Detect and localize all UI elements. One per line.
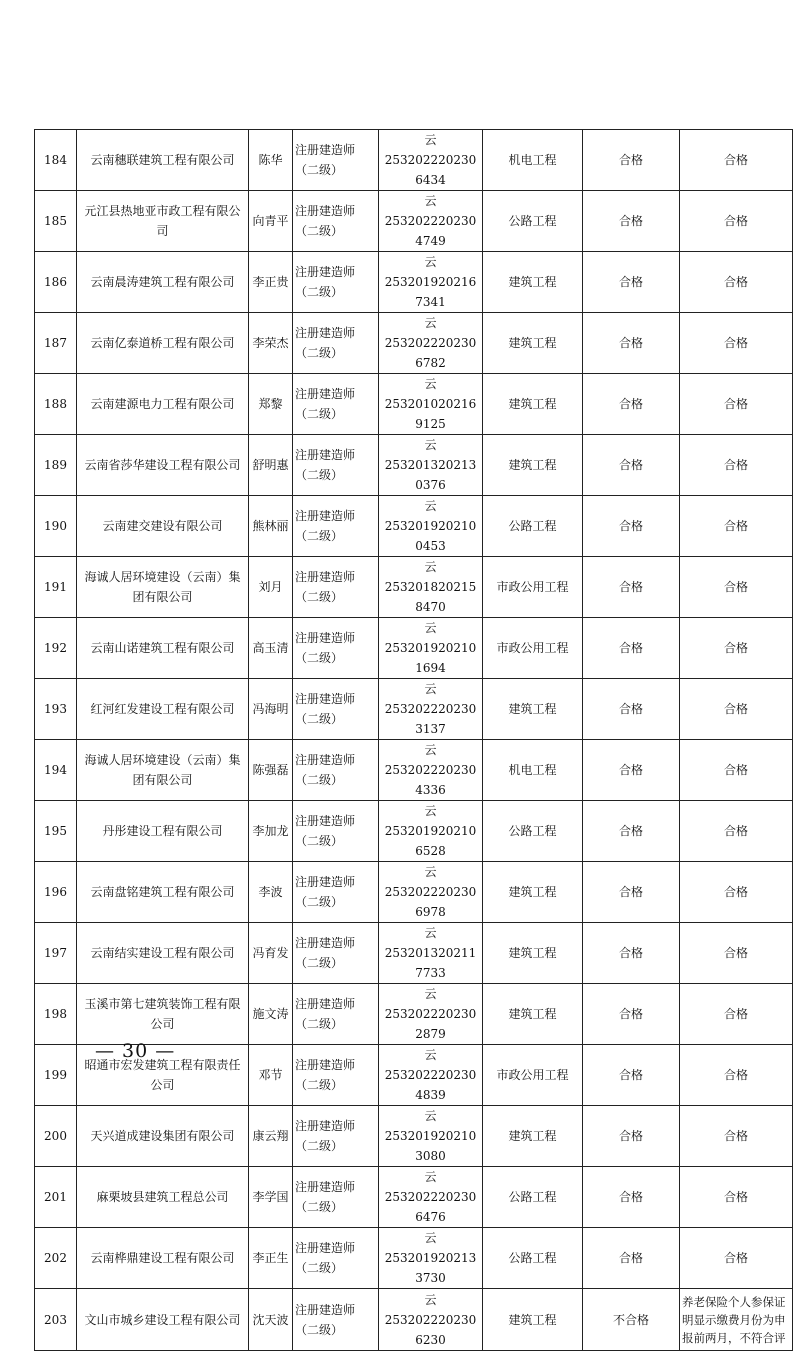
certificate-code: 2532019202106528 bbox=[384, 824, 477, 858]
person-name: 施文涛 bbox=[249, 984, 293, 1045]
certificate-prefix: 云 bbox=[424, 1109, 437, 1123]
certificate-number bbox=[379, 435, 483, 496]
certificate-prefix: 云 bbox=[424, 560, 437, 574]
certificate-code: 2532022202306476 bbox=[384, 1190, 477, 1224]
row-number: 185 bbox=[35, 191, 77, 252]
table-body bbox=[35, 130, 793, 1351]
row-number: 193 bbox=[35, 679, 77, 740]
company-name: 麻栗坡县建筑工程总公司 bbox=[77, 1167, 249, 1228]
certificate-code: 2532019202101694 bbox=[384, 641, 477, 675]
certificate-number bbox=[379, 1106, 483, 1167]
company-name: 天兴道成建设集团有限公司 bbox=[77, 1106, 249, 1167]
final-result: 合格 bbox=[680, 130, 793, 191]
review-result: 合格 bbox=[583, 862, 680, 923]
certificate-prefix: 云 bbox=[424, 499, 437, 513]
specialty: 建筑工程 bbox=[483, 923, 583, 984]
person-name: 沈天波 bbox=[249, 1289, 293, 1351]
qualification: 注册建造师（二级） bbox=[293, 1289, 379, 1351]
company-name: 元江县热地亚市政工程有限公司 bbox=[77, 191, 249, 252]
qualification: 注册建造师（二级） bbox=[293, 923, 379, 984]
person-name: 冯育发 bbox=[249, 923, 293, 984]
person-name: 舒明惠 bbox=[249, 435, 293, 496]
review-result: 合格 bbox=[583, 618, 680, 679]
certificate-code: 2532022202304749 bbox=[384, 214, 477, 248]
certificate-prefix: 云 bbox=[424, 316, 437, 330]
certificate-number bbox=[379, 862, 483, 923]
certificate-code: 2532022202306978 bbox=[384, 885, 477, 919]
certificate-code: 2532019202103080 bbox=[384, 1129, 477, 1163]
company-name: 云南山诺建筑工程有限公司 bbox=[77, 618, 249, 679]
specialty: 建筑工程 bbox=[483, 679, 583, 740]
review-result: 合格 bbox=[583, 1228, 680, 1289]
person-name: 李正生 bbox=[249, 1228, 293, 1289]
final-result: 合格 bbox=[680, 679, 793, 740]
person-name: 李荣杰 bbox=[249, 313, 293, 374]
table-row bbox=[35, 1106, 793, 1167]
company-name: 文山市城乡建设工程有限公司 bbox=[77, 1289, 249, 1351]
qualification: 注册建造师（二级） bbox=[293, 1167, 379, 1228]
page-number: — 30 — bbox=[95, 1040, 176, 1062]
person-name: 陈强磊 bbox=[249, 740, 293, 801]
certificate-prefix: 云 bbox=[424, 926, 437, 940]
person-name: 李学国 bbox=[249, 1167, 293, 1228]
certificate-number bbox=[379, 374, 483, 435]
certificate-number bbox=[379, 1289, 483, 1351]
specialty: 机电工程 bbox=[483, 130, 583, 191]
review-result: 合格 bbox=[583, 1045, 680, 1106]
company-name: 云南穗联建筑工程有限公司 bbox=[77, 130, 249, 191]
final-result: 合格 bbox=[680, 1045, 793, 1106]
specialty: 建筑工程 bbox=[483, 252, 583, 313]
person-name: 邓节 bbox=[249, 1045, 293, 1106]
qualification: 注册建造师（二级） bbox=[293, 1106, 379, 1167]
table-row bbox=[35, 1228, 793, 1289]
person-name: 李波 bbox=[249, 862, 293, 923]
final-result: 合格 bbox=[680, 1167, 793, 1228]
certificate-number bbox=[379, 1045, 483, 1106]
certificate-prefix: 云 bbox=[424, 194, 437, 208]
table-row bbox=[35, 801, 793, 862]
specialty: 公路工程 bbox=[483, 1228, 583, 1289]
table-row bbox=[35, 1167, 793, 1228]
final-result: 合格 bbox=[680, 862, 793, 923]
row-number: 191 bbox=[35, 557, 77, 618]
company-name: 云南结实建设工程有限公司 bbox=[77, 923, 249, 984]
table-row bbox=[35, 191, 793, 252]
specialty: 公路工程 bbox=[483, 1167, 583, 1228]
certificate-prefix: 云 bbox=[424, 1170, 437, 1184]
review-result: 合格 bbox=[583, 252, 680, 313]
certificate-number bbox=[379, 252, 483, 313]
table-row bbox=[35, 130, 793, 191]
certificate-code: 2532019202133730 bbox=[384, 1251, 477, 1285]
specialty: 市政公用工程 bbox=[483, 618, 583, 679]
certificate-number bbox=[379, 557, 483, 618]
final-result: 合格 bbox=[680, 923, 793, 984]
certificate-prefix: 云 bbox=[424, 743, 437, 757]
certificate-number bbox=[379, 130, 483, 191]
certificate-number bbox=[379, 313, 483, 374]
final-result: 合格 bbox=[680, 313, 793, 374]
specialty: 市政公用工程 bbox=[483, 1045, 583, 1106]
table-row bbox=[35, 374, 793, 435]
specialty: 公路工程 bbox=[483, 801, 583, 862]
final-result: 合格 bbox=[680, 618, 793, 679]
qualification: 注册建造师（二级） bbox=[293, 862, 379, 923]
final-result: 合格 bbox=[680, 1106, 793, 1167]
certificate-number bbox=[379, 1228, 483, 1289]
final-result: 合格 bbox=[680, 1228, 793, 1289]
qualification: 注册建造师（二级） bbox=[293, 1045, 379, 1106]
company-name: 丹彤建设工程有限公司 bbox=[77, 801, 249, 862]
certificate-prefix: 云 bbox=[424, 1231, 437, 1245]
person-name: 向青平 bbox=[249, 191, 293, 252]
final-result: 合格 bbox=[680, 252, 793, 313]
qualification: 注册建造师（二级） bbox=[293, 130, 379, 191]
qualification-table-container bbox=[34, 129, 786, 1351]
certificate-number bbox=[379, 740, 483, 801]
qualification: 注册建造师（二级） bbox=[293, 191, 379, 252]
certificate-code: 2532022202302879 bbox=[384, 1007, 477, 1041]
person-name: 李加龙 bbox=[249, 801, 293, 862]
certificate-code: 2532022202306230 bbox=[384, 1312, 477, 1347]
row-number: 199 bbox=[35, 1045, 77, 1106]
certificate-prefix: 云 bbox=[424, 621, 437, 635]
final-result: 合格 bbox=[680, 191, 793, 252]
row-number: 194 bbox=[35, 740, 77, 801]
person-name: 康云翔 bbox=[249, 1106, 293, 1167]
specialty: 建筑工程 bbox=[483, 1106, 583, 1167]
certificate-code: 2532013202130376 bbox=[384, 458, 477, 492]
table-row bbox=[35, 679, 793, 740]
certificate-prefix: 云 bbox=[424, 987, 437, 1001]
table-row bbox=[35, 862, 793, 923]
person-name: 冯海明 bbox=[249, 679, 293, 740]
qualification: 注册建造师（二级） bbox=[293, 1228, 379, 1289]
specialty: 市政公用工程 bbox=[483, 557, 583, 618]
company-name: 海诚人居环境建设（云南）集团有限公司 bbox=[77, 557, 249, 618]
certificate-number bbox=[379, 1167, 483, 1228]
company-name: 昭通市宏发建筑工程有限责任公司 bbox=[77, 1045, 249, 1106]
table-row bbox=[35, 984, 793, 1045]
certificate-code: 2532022202306434 bbox=[384, 153, 477, 187]
person-name: 刘月 bbox=[249, 557, 293, 618]
certificate-code: 2532013202117733 bbox=[384, 946, 477, 980]
certificate-code: 2532022202306782 bbox=[384, 336, 477, 370]
row-number: 190 bbox=[35, 496, 77, 557]
review-result: 合格 bbox=[583, 435, 680, 496]
row-number: 198 bbox=[35, 984, 77, 1045]
row-number: 202 bbox=[35, 1228, 77, 1289]
row-number: 189 bbox=[35, 435, 77, 496]
certificate-number bbox=[379, 679, 483, 740]
review-result: 合格 bbox=[583, 374, 680, 435]
specialty: 机电工程 bbox=[483, 740, 583, 801]
table-row bbox=[35, 252, 793, 313]
certificate-prefix: 云 bbox=[424, 377, 437, 391]
final-result: 合格 bbox=[680, 435, 793, 496]
final-result: 合格 bbox=[680, 496, 793, 557]
certificate-number bbox=[379, 191, 483, 252]
review-result: 合格 bbox=[583, 1106, 680, 1167]
table-row bbox=[35, 496, 793, 557]
certificate-number bbox=[379, 801, 483, 862]
qualification: 注册建造师（二级） bbox=[293, 496, 379, 557]
company-name: 海诚人居环境建设（云南）集团有限公司 bbox=[77, 740, 249, 801]
qualification: 注册建造师（二级） bbox=[293, 313, 379, 374]
company-name: 玉溪市第七建筑装饰工程有限公司 bbox=[77, 984, 249, 1045]
review-result: 合格 bbox=[583, 496, 680, 557]
row-number: 201 bbox=[35, 1167, 77, 1228]
review-result: 不合格 bbox=[583, 1289, 680, 1351]
review-result: 合格 bbox=[583, 923, 680, 984]
specialty: 公路工程 bbox=[483, 496, 583, 557]
row-number: 187 bbox=[35, 313, 77, 374]
final-result: 合格 bbox=[680, 740, 793, 801]
qualification: 注册建造师（二级） bbox=[293, 679, 379, 740]
company-name: 云南桦鼎建设工程有限公司 bbox=[77, 1228, 249, 1289]
certificate-code: 2532019202167341 bbox=[384, 275, 477, 309]
final-result: 养老保险个人参保证明显示缴费月份为申报前两月，不符合评 bbox=[680, 1289, 793, 1351]
row-number: 197 bbox=[35, 923, 77, 984]
qualification-table bbox=[34, 129, 793, 1351]
certificate-code: 2532018202158470 bbox=[384, 580, 477, 614]
review-result: 合格 bbox=[583, 191, 680, 252]
table-row bbox=[35, 1289, 793, 1351]
review-result: 合格 bbox=[583, 313, 680, 374]
person-name: 高玉清 bbox=[249, 618, 293, 679]
qualification: 注册建造师（二级） bbox=[293, 984, 379, 1045]
certificate-code: 2532022202304839 bbox=[384, 1068, 477, 1102]
qualification: 注册建造师（二级） bbox=[293, 618, 379, 679]
certificate-code: 2532022202304336 bbox=[384, 763, 477, 797]
certificate-prefix: 云 bbox=[424, 682, 437, 696]
certificate-number bbox=[379, 618, 483, 679]
row-number: 184 bbox=[35, 130, 77, 191]
certificate-prefix: 云 bbox=[424, 865, 437, 879]
review-result: 合格 bbox=[583, 801, 680, 862]
certificate-number bbox=[379, 496, 483, 557]
qualification: 注册建造师（二级） bbox=[293, 740, 379, 801]
final-result: 合格 bbox=[680, 557, 793, 618]
certificate-code: 2532022202303137 bbox=[384, 702, 477, 736]
table-row bbox=[35, 923, 793, 984]
table-row bbox=[35, 740, 793, 801]
certificate-code: 2532010202169125 bbox=[384, 397, 477, 431]
certificate-number bbox=[379, 984, 483, 1045]
qualification: 注册建造师（二级） bbox=[293, 374, 379, 435]
review-result: 合格 bbox=[583, 679, 680, 740]
table-row bbox=[35, 557, 793, 618]
company-name: 云南省莎华建设工程有限公司 bbox=[77, 435, 249, 496]
specialty: 建筑工程 bbox=[483, 374, 583, 435]
qualification: 注册建造师（二级） bbox=[293, 557, 379, 618]
specialty: 建筑工程 bbox=[483, 1289, 583, 1351]
row-number: 186 bbox=[35, 252, 77, 313]
person-name: 郑黎 bbox=[249, 374, 293, 435]
review-result: 合格 bbox=[583, 1167, 680, 1228]
company-name: 云南建交建设有限公司 bbox=[77, 496, 249, 557]
review-result: 合格 bbox=[583, 740, 680, 801]
company-name: 云南建源电力工程有限公司 bbox=[77, 374, 249, 435]
company-name: 云南盘铭建筑工程有限公司 bbox=[77, 862, 249, 923]
person-name: 陈华 bbox=[249, 130, 293, 191]
final-result: 合格 bbox=[680, 374, 793, 435]
certificate-prefix: 云 bbox=[424, 1048, 437, 1062]
company-name: 红河红发建设工程有限公司 bbox=[77, 679, 249, 740]
qualification: 注册建造师（二级） bbox=[293, 252, 379, 313]
specialty: 公路工程 bbox=[483, 191, 583, 252]
final-result: 合格 bbox=[680, 984, 793, 1045]
certificate-code: 2532019202100453 bbox=[384, 519, 477, 553]
person-name: 李正贵 bbox=[249, 252, 293, 313]
row-number: 196 bbox=[35, 862, 77, 923]
certificate-prefix: 云 bbox=[424, 133, 437, 147]
qualification: 注册建造师（二级） bbox=[293, 801, 379, 862]
certificate-number bbox=[379, 923, 483, 984]
specialty: 建筑工程 bbox=[483, 313, 583, 374]
row-number: 188 bbox=[35, 374, 77, 435]
final-result: 合格 bbox=[680, 801, 793, 862]
company-name: 云南晨涛建筑工程有限公司 bbox=[77, 252, 249, 313]
table-row bbox=[35, 435, 793, 496]
specialty: 建筑工程 bbox=[483, 984, 583, 1045]
person-name: 熊林丽 bbox=[249, 496, 293, 557]
qualification: 注册建造师（二级） bbox=[293, 435, 379, 496]
review-result: 合格 bbox=[583, 130, 680, 191]
row-number: 203 bbox=[35, 1289, 77, 1351]
certificate-prefix: 云 bbox=[424, 438, 437, 452]
row-number: 195 bbox=[35, 801, 77, 862]
specialty: 建筑工程 bbox=[483, 435, 583, 496]
certificate-prefix: 云 bbox=[424, 255, 437, 269]
specialty: 建筑工程 bbox=[483, 862, 583, 923]
review-result: 合格 bbox=[583, 557, 680, 618]
table-row bbox=[35, 313, 793, 374]
table-row bbox=[35, 618, 793, 679]
company-name: 云南亿泰道桥工程有限公司 bbox=[77, 313, 249, 374]
certificate-prefix: 云 bbox=[424, 804, 437, 818]
review-result: 合格 bbox=[583, 984, 680, 1045]
row-number: 200 bbox=[35, 1106, 77, 1167]
certificate-prefix: 云 bbox=[424, 1292, 437, 1307]
row-number: 192 bbox=[35, 618, 77, 679]
